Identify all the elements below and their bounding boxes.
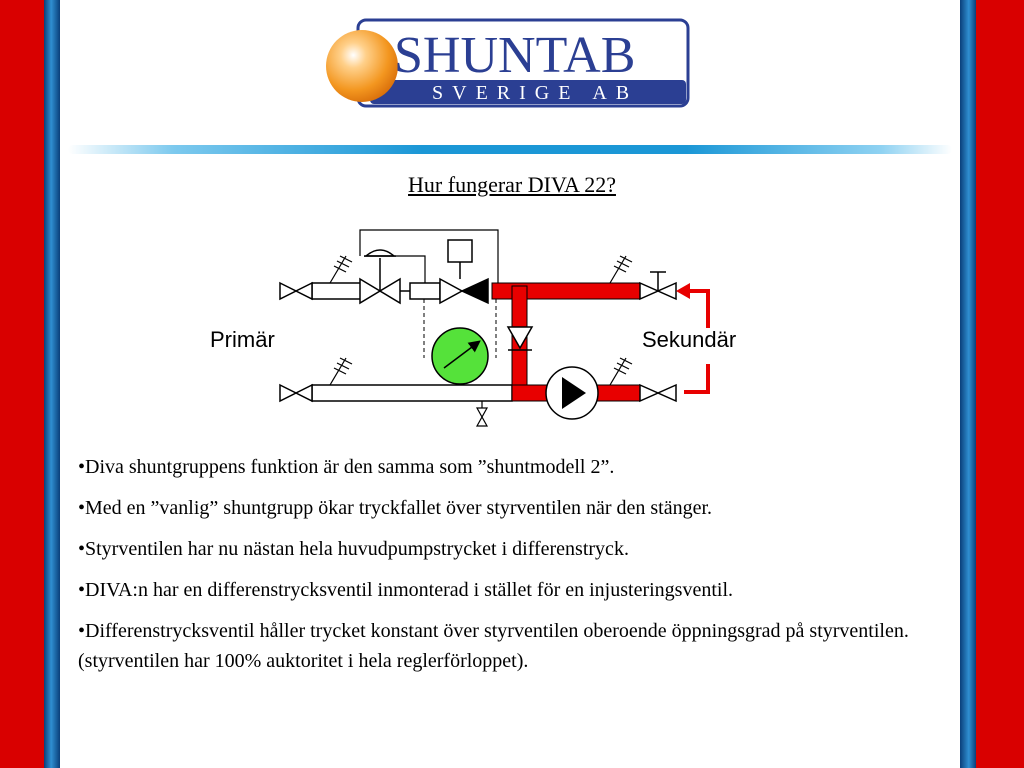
bullet-item: •Med en ”vanlig” shuntgrupp ökar tryckfallet över styrventilen när den stänger. xyxy=(78,497,713,519)
bullet-item: •Diva shuntgruppens funktion är den samma som ”shuntmodell 2”. xyxy=(78,456,615,478)
circulation-pump-icon xyxy=(546,367,598,419)
page-title: Hur fungerar DIVA 22? xyxy=(408,172,616,197)
logo-subtitle: SVERIGE AB xyxy=(432,82,639,104)
valve-left-bottom-icon xyxy=(280,385,312,401)
drain-valve-icon xyxy=(477,401,487,426)
logo-sun-icon xyxy=(326,30,398,102)
frame-right-red xyxy=(976,0,1024,768)
bullet-item: •Differenstrycksventil håller trycket konstant över styrventilen oberoende öppningsgrad på styrventilen. (styrventilen har 100% auktoritet i hela reglerförloppet). xyxy=(78,620,909,672)
frame-right-blue xyxy=(960,0,976,768)
frame-left-red xyxy=(0,0,44,768)
label-primar: Primär xyxy=(210,327,275,352)
label-sekundar: Sekundär xyxy=(642,327,737,352)
shuntab-logo xyxy=(324,14,694,115)
logo-name: SHUNTAB xyxy=(394,27,636,84)
bullet-item: •DIVA:n har en differenstrycksventil inmonterad i stället för en injusteringsventil. xyxy=(78,579,733,601)
header-divider xyxy=(68,145,952,154)
flow-arrow-icon xyxy=(676,283,690,299)
diva-schematic xyxy=(200,226,780,441)
bullet-list xyxy=(78,452,948,687)
valve-left-top-icon xyxy=(280,283,312,299)
frame-left-blue xyxy=(44,0,60,768)
bullet-item: •Styrventilen har nu nästan hela huvudpumpstrycket i differenstryck. xyxy=(78,538,629,560)
pressure-gauge-icon xyxy=(432,328,488,384)
primary-return-pipe xyxy=(312,385,512,401)
valve-right-bottom-icon xyxy=(640,385,676,401)
valve-right-top-icon xyxy=(640,272,676,299)
